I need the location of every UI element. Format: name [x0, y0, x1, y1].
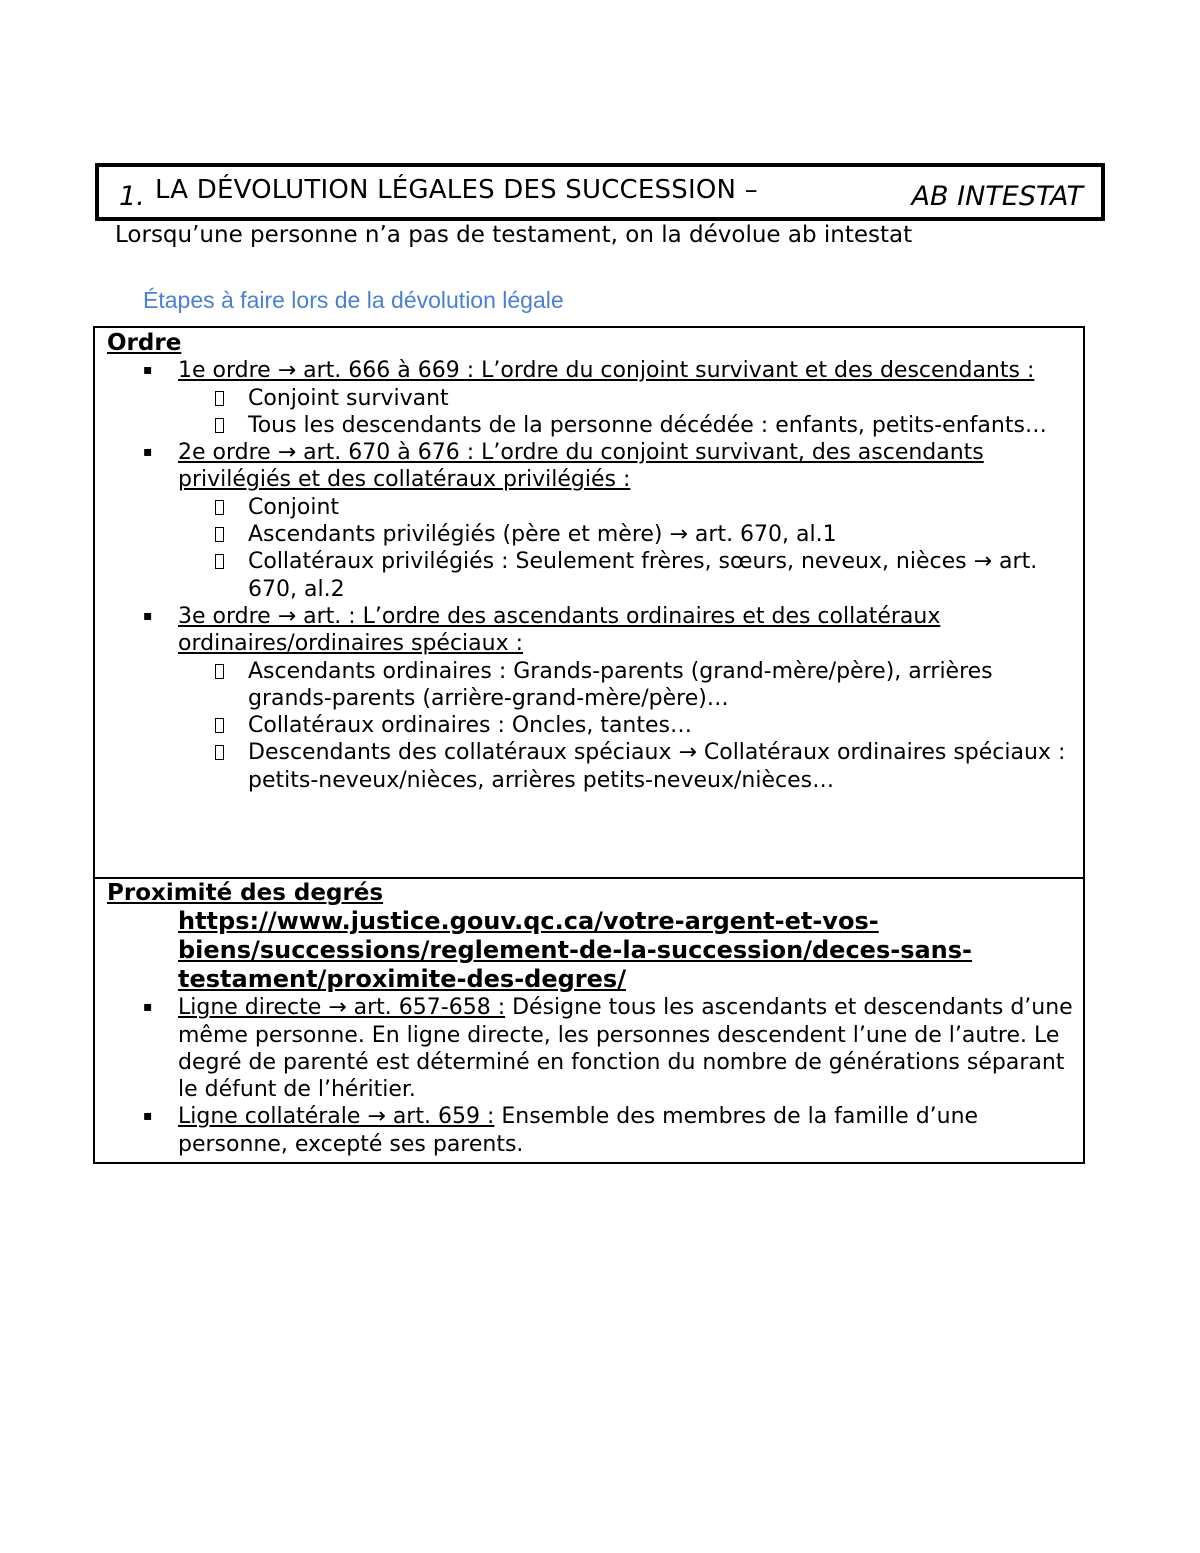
- ordre-subitem: [107, 548, 1073, 603]
- ordre-item-label: 1e ordre → art. 666 à 669 : L’ordre du conjoint survivant et des descendants :: [178, 358, 1035, 384]
- section-title: LA DÉVOLUTION LÉGALES DES SUCCESSION –: [155, 175, 758, 205]
- proximite-item: [107, 994, 1073, 1103]
- box-bullet-icon: [215, 718, 224, 733]
- ordre-subitem: [107, 739, 1073, 794]
- proximite-link[interactable]: https://www.justice.gouv.qc.ca/votre-argent-et-vos-biens/successions/reglement-de-la-succession/deces-sans-testament/proximite-des-degres/: [178, 907, 973, 994]
- proximite-item-label: Ligne collatérale → art. 659 :: [178, 1104, 495, 1130]
- ordre-subitem: [107, 521, 1073, 548]
- ordre-cell: [107, 330, 1073, 794]
- ordre-item-label: 2e ordre → art. 670 à 676 : L’ordre du conjoint survivant, des ascendants privilégiés et des collatéraux privilégiés :: [178, 440, 984, 493]
- box-bullet-icon: [215, 527, 224, 542]
- table-row-divider: [95, 877, 1083, 879]
- square-bullet-icon: ▪: [143, 444, 153, 461]
- box-bullet-icon: [215, 418, 224, 433]
- ordre-item-label: 3e ordre → art. : L’ordre des ascendants ordinaires et des collatéraux ordinaires/ordinaires spéciaux :: [178, 603, 941, 657]
- proximite-item-text: Ensemble des membres de la famille d’une personne, excepté ses parents.: [178, 1104, 979, 1157]
- ordre-subitem-text: Conjoint: [248, 494, 340, 520]
- proximite-item-text: Désigne tous les ascendants et descendants d’une même personne. En ligne directe, les personnes descendent l’une de l’autre. Le degré de parenté est déterminé en fonction du nombre de générations séparant le défunt de l’héritier.: [178, 995, 1073, 1103]
- box-bullet-icon: [215, 554, 224, 569]
- proximite-item: [107, 1103, 1073, 1158]
- ordre-subitem: [107, 494, 1073, 521]
- ordre-subitem-text: Tous les descendants de la personne décédée : enfants, petits-enfants…: [248, 412, 1047, 438]
- section-title-emphasis: AB INTESTAT: [911, 181, 1083, 212]
- section-title-box: [95, 163, 1105, 221]
- proximite-item-label: Ligne directe → art. 657-658 :: [178, 995, 506, 1021]
- ordre-subitem-text: Ascendants ordinaires : Grands-parents (grand-mère/père), arrières grands-parents (arrière-grand-mère/père)…: [248, 658, 993, 711]
- box-bullet-icon: [215, 500, 224, 515]
- ordre-item: [107, 603, 1073, 658]
- ordre-item: [107, 439, 1073, 494]
- ordre-subitem: [107, 712, 1073, 739]
- box-bullet-icon: [215, 391, 224, 406]
- section-number: 1.: [119, 181, 145, 212]
- ordre-subitem: [107, 412, 1073, 439]
- ordre-subitem-text: Collatéraux privilégiés : Seulement frères, sœurs, neveux, nièces → art. 670, al.2: [248, 549, 1038, 602]
- square-bullet-icon: ▪: [143, 607, 153, 624]
- content-table: [93, 326, 1085, 1164]
- box-bullet-icon: [215, 664, 224, 679]
- ordre-subitem-text: Ascendants privilégiés (père et mère) → art. 670, al.1: [248, 522, 837, 548]
- ordre-item: [107, 357, 1073, 384]
- ordre-subitem: [107, 658, 1073, 713]
- ordre-heading: Ordre: [107, 330, 182, 356]
- square-bullet-icon: ▪: [143, 1108, 153, 1125]
- square-bullet-icon: ▪: [143, 999, 153, 1016]
- ordre-subitem: [107, 385, 1073, 412]
- ordre-subitem-text: Descendants des collatéraux spéciaux → Collatéraux ordinaires spéciaux : petits-neveux/nièces, arrières petits-neveux/nièces…: [248, 740, 1066, 793]
- ordre-subitem-text: Collatéraux ordinaires : Oncles, tantes…: [248, 713, 692, 739]
- etapes-heading: Étapes à faire lors de la dévolution légale: [143, 287, 564, 313]
- square-bullet-icon: ▪: [143, 362, 153, 379]
- proximite-cell: [107, 880, 1073, 1158]
- intro-text: Lorsqu’une personne n’a pas de testament, on la dévolue ab intestat: [115, 222, 913, 248]
- ordre-subitem-text: Conjoint survivant: [248, 385, 449, 411]
- box-bullet-icon: [215, 745, 224, 760]
- proximite-heading: Proximité des degrés: [107, 880, 384, 906]
